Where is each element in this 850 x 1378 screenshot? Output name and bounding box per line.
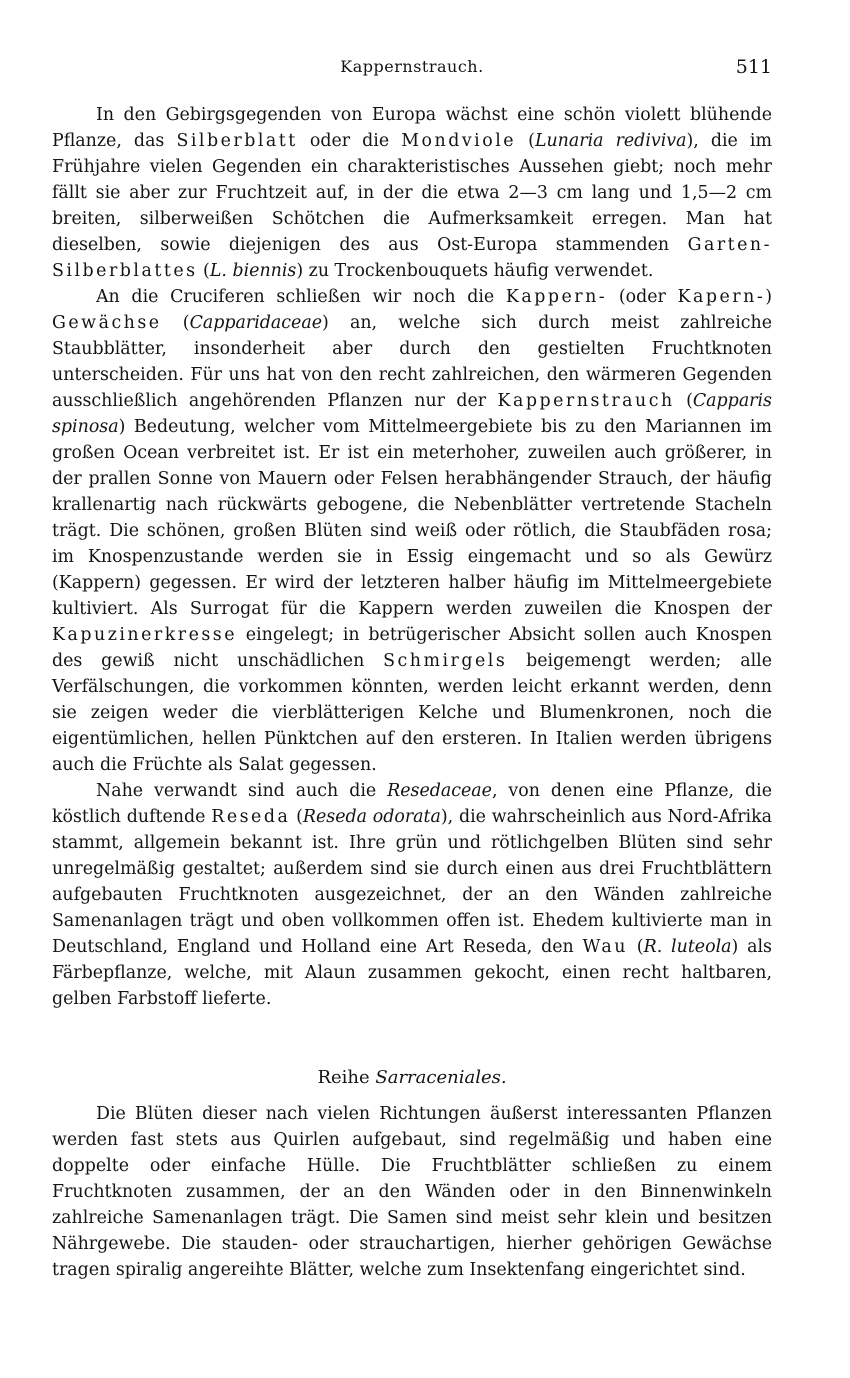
text-run: (: [161, 313, 190, 333]
paragraph-silberblatt: [52, 102, 772, 284]
text-run: In den Gebirgsgegenden von Europa wächst eine schön violett blühende Pflanze, das: [52, 105, 772, 151]
italic-run: L. biennis: [209, 261, 297, 281]
text-run: beigemengt werden; alle Verfälschungen, die vorkommen könnten, werden leicht erkannt werden, denn sie zeigen weder die vierblätterigen Kelche und Blumenkronen, noch die eigentümlichen, hellen Pünktchen auf den ersteren. In Italien werden übrigens auch die Früchte als Salat gegessen.: [52, 651, 772, 775]
text-run: ), die wahrscheinlich aus Nord-Afrika stammt, allgemein bekannt ist. Ihre grün und rötlichgelben Blüten sind sehr unregelmäßig gestaltet; außerdem sind sie durch einen aus drei Fruchtblättern aufgebauten Fruchtknoten ausgezeichnet, der an den Wänden zahlreiche Samenanlagen trägt und oben vollkommen offen ist. Ehedem kultivierte man in Deutschland, England und Holland eine Art Reseda, den: [52, 807, 773, 957]
spaced-run: Silberblatt: [176, 131, 298, 151]
running-head: [52, 56, 772, 80]
text-run: ), die im Frühjahre vielen Gegenden ein charakteristisches Aussehen giebt; noch mehr fällt sie aber zur Fruchtzeit auf, in der die etwa 2—3 cm lang und 1,5—2 cm breiten, silberweißen Schötchen die Aufmerksamkeit erregen. Man hat dieselben, sowie diejenigen des aus Ost-Europa stammenden: [52, 131, 772, 255]
spaced-run: Garten-Silberblattes: [52, 235, 772, 281]
paragraph-kappern: [52, 284, 772, 778]
text-run: ) Bedeutung, welcher vom Mittelmeergebiete bis zu den Mariannen im großen Ocean verbreitet ist. Er ist ein meterhoher, zuweilen auch größerer, in der prallen Sonne von Mauern oder Felsen herabhängender Strauch, der häufig krallenartig nach rückwärts gebogene, die Nebenblätter vertretende Stacheln trägt. Die schönen, großen Blüten sind weiß oder rötlich, die Staubfäden rosa; im Knospenzustande werden sie in Essig eingemacht und so als Gewürz (Kappern) gegessen. Er wird der letzteren halber häufig im Mittelmeergebiete kultiviert. Als Surrogat für die Kappern werden zuweilen die Knospen der: [52, 417, 772, 619]
italic-run: Sarraceniales.: [375, 1067, 507, 1088]
section-heading: [52, 1065, 772, 1091]
text-run: An die Cruciferen schließen wir noch die: [96, 287, 506, 307]
text-run: eingelegt; in betrügerischer Absicht sollen auch Knospen des gewiß nicht unschädlichen: [52, 625, 772, 671]
text-run: (: [516, 131, 535, 151]
text-run: (: [290, 807, 303, 827]
text-run: ) an, welche sich durch meist zahlreiche Staubblätter, insonderheit aber durch den gestielten Fruchtknoten unterscheiden. Für uns hat von den recht zahlreichen, den wärmeren Gegenden ausschließlich angehörenden Pflanzen nur der: [52, 313, 772, 411]
paragraph-reseda: [52, 778, 772, 1012]
text-run: (oder: [607, 287, 678, 307]
spaced-run: Gewächse: [52, 313, 162, 333]
text-run: , von denen eine Pflanze, die köstlich duftende: [52, 781, 772, 827]
italic-run: Reseda odorata: [302, 807, 441, 827]
text-run: Die Blüten dieser nach vielen Richtungen äußerst interessanten Pflanzen werden fast stets aus Quirlen aufgebaut, sind regelmäßig und haben eine doppelte oder einfache Hülle. Die Fruchtblätter schließen zu einem Fruchtknoten zusammen, der an den Wänden oder in den Binnenwinkeln zahlreiche Samenanlagen trägt. Die Samen sind meist sehr klein und besitzen Nährgewebe. Die stauden- oder strauchartigen, hierher gehörigen Gewächse tragen spiralig angereihte Blätter, welche zum Insektenfang eingerichtet sind.: [52, 1104, 772, 1280]
running-title: Kappernstrauch.: [340, 57, 484, 76]
spaced-run: Schmirgels: [383, 651, 508, 671]
italic-run: Resedaceae: [387, 781, 492, 801]
text-run: (: [674, 391, 693, 411]
spaced-run: Kappernstrauch: [497, 391, 675, 411]
spaced-run: Reseda: [211, 807, 291, 827]
italic-run: Capparidaceae: [189, 313, 322, 333]
spaced-run: Wau: [582, 937, 628, 957]
spaced-run: Mondviole: [401, 131, 517, 151]
spaced-run: Kapuzinerkresse: [52, 625, 238, 645]
text-run: oder die: [297, 131, 402, 151]
italic-run: Lunaria rediviva: [534, 131, 687, 151]
text-run: ) zu Trockenbouquets häufig verwendet.: [296, 261, 654, 281]
page-body: [52, 102, 772, 1283]
italic-run: R. luteola: [643, 937, 732, 957]
spaced-run: Kappern-: [505, 287, 608, 307]
page-number: 511: [735, 56, 772, 78]
text-run: Nahe verwandt sind auch die: [96, 781, 388, 801]
spaced-run: Kapern-: [677, 287, 766, 307]
text-run: ) als Färbepflanze, welche, mit Alaun zusammen gekocht, einen recht haltbaren, gelben Farbstoff lieferte.: [52, 937, 772, 1009]
text-run: (: [627, 937, 644, 957]
text-run: (: [197, 261, 210, 281]
text-run: ): [765, 287, 772, 307]
paragraph-sarraceniales: [52, 1101, 772, 1283]
italic-run: Capparis spinosa: [52, 391, 772, 437]
text-run: Reihe: [317, 1067, 376, 1088]
